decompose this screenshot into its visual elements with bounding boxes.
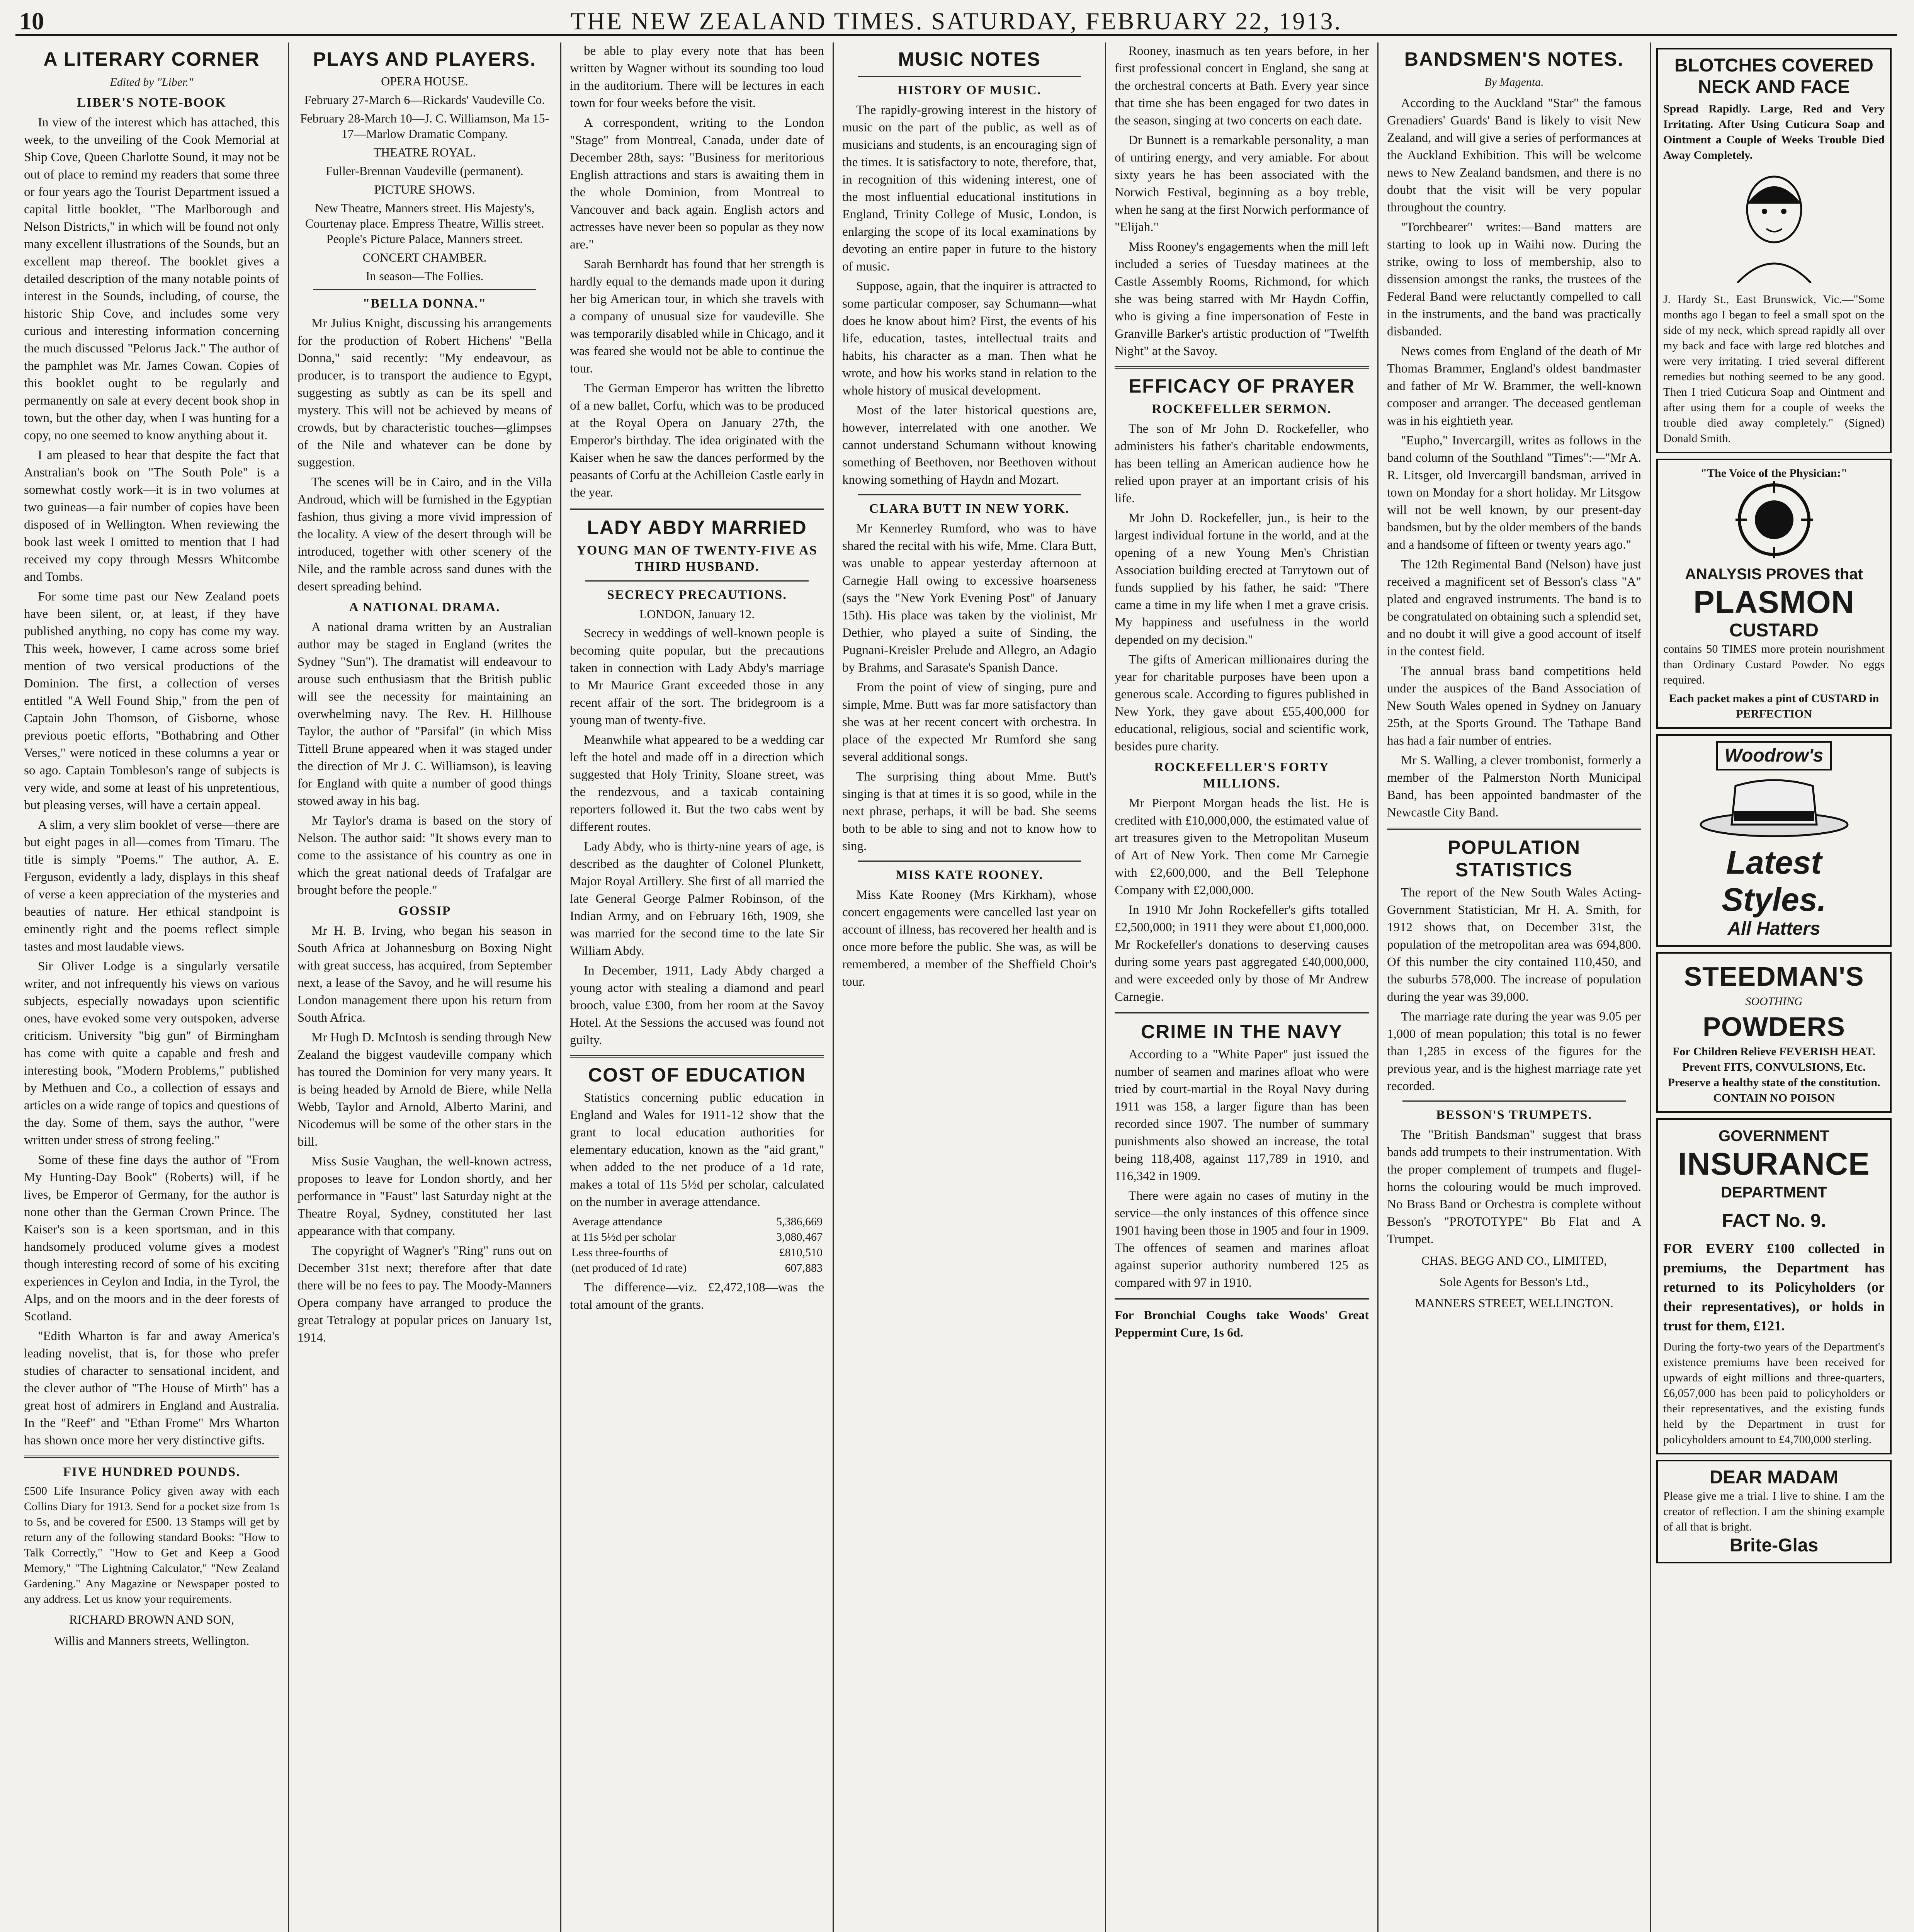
article-paragraph: The German Emperor has written the libretto of a new ballet, Corfu, which was to be produced at the Royal Opera on January 27th, the Emperor's birthday. The idea originated with the Kaiser when he saw the dances performed by the peasants of Corfu at the Achilleion Castle early in the year. (570, 381, 824, 500)
article-paragraph: From the point of view of singing, pure and simple, Mme. Butt was far more satisfactory than she was at her recent concert with orchestra. In place of the expected Mr Rumford she sang several additional songs. (842, 680, 1096, 764)
article-paragraph: In December, 1911, Lady Abdy charged a young actor with stealing a diamond and pearl brooch, value £300, from her room at the Savoy Hotel. At the Sessions the accused was found not guilty. (570, 964, 824, 1047)
table-cell: at 11s 5½d per scholar (571, 1231, 676, 1243)
article-paragraph: Dr Bunnett is a remarkable personality, a man of untiring energy, and very amiable. For about sixty years he has been associated with the Norwich Festival, beginning as a boy treble, when he sang at the first Norwich performance of "Elijah." (1115, 133, 1369, 234)
woodrows-line1: Latest (1726, 844, 1822, 881)
hat-icon (1697, 774, 1851, 840)
divider (858, 861, 1081, 862)
plasmon-footer: Each packet makes a pint of CUSTARD in PERFECTION (1669, 692, 1879, 720)
ad-title: FIVE HUNDRED POUNDS. (63, 1465, 240, 1479)
clara-butt-subheading: CLARA BUTT IN NEW YORK. (869, 502, 1070, 516)
history-of-music-subheading: HISTORY OF MUSIC. (897, 83, 1042, 97)
article-paragraph: The marriage rate during the year was 9.05 per 1,000 of mean population; this total is no fewer than 1,285 in excess of the figures for the previous year, and is the highest marriage rate yet recorded. (1387, 1010, 1641, 1093)
national-drama-subheading: A NATIONAL DRAMA. (349, 600, 500, 614)
article-paragraph: Most of the later historical questions are, however, interrelated with one another. We cannot understand Schumann without knowing something of Beethoven, nor Beethoven without knowing something of Haydn and Mozart. (842, 403, 1096, 487)
table-row (570, 1260, 824, 1276)
five-hundred-pounds-ad (24, 1464, 279, 1650)
article-paragraph: A correspondent, writing to the London "Stage" from Montreal, Canada, under date of December 28th, says: "Business for meritorious English attractions and stars is awaiting them in the whole Dominion, from Montreal to Vancouver and back again. English actors and actresses have never been so popular as they now are." (570, 116, 824, 252)
literary-byline: Edited by "Liber." (110, 76, 194, 88)
article-paragraph: Mr Hugh D. McIntosh is sending through New Zealand the biggest vaudeville company which has toured the Dominion for very many years. It is being headed by Arnold de Biere, while Nella Webb, Taylor and Arnold, Alberto Marini, and Nicodemus will be some of the other stars in the bill. (297, 1031, 552, 1149)
steedmans-ad (1656, 952, 1892, 1113)
music-notes-heading: MUSIC NOTES (898, 48, 1041, 70)
government-insurance-ad (1656, 1118, 1892, 1454)
divider (313, 289, 536, 290)
article-paragraph: Secrecy in weddings of well-known people is becoming quite popular, but the precautions taken in connection with Lady Abdy's marriage to Mr Maurice Grant exceeded those in any recent affair of the sort. The bridegroom is a young man of twenty-five. (570, 626, 824, 727)
column-lady-abdy (560, 43, 833, 1932)
masthead (15, 7, 1897, 36)
divider (1387, 828, 1641, 830)
column-efficacy-of-prayer (1105, 43, 1377, 1932)
woodrows-line2: Styles. (1722, 881, 1826, 918)
article-paragraph: Sarah Bernhardt has found that her strength is hardly equal to the demands made upon it during her big American tour, in which she travels with a company of unusual size for vaudeville. She was temporarily disabled while in Chicago, and it was feared she would not be able to continue the tour. (570, 257, 824, 376)
column-bandsmens-notes (1377, 43, 1650, 1932)
table-row (570, 1245, 824, 1260)
article-paragraph: Rooney, inasmuch as ten years before, in her first professional concert in England, she sang at the orchestral concerts at Bath. Every year since that time she has been engaged for two dates in the season, singing at two concerts on each date. (1115, 44, 1369, 128)
plasmon-line2: ANALYSIS PROVES that (1685, 566, 1863, 583)
article-paragraph: "Edith Wharton is far and away America's leading novelist, that is, for those who prefer studies of character to sensational incident, and the clever author of "The House of Mirth" has a great host of admirers in England and Australia. In the "Reef" and "Ethan Frome" Mrs Wharton has shown once more her very distinctive gifts. (24, 1329, 279, 1447)
insurance-line1: GOVERNMENT (1719, 1128, 1829, 1145)
article-paragraph: The gifts of American millionaires during the year for charitable purposes have been upon a generous scale. According to figures published in New York, they gave about £55,400,000 for educational, religious, social and scientific work, besides pure charity. (1115, 653, 1369, 753)
cuticura-title: BLOTCHES COVERED NECK AND FACE (1674, 55, 1873, 97)
steedmans-body: For Children Relieve FEVERISH HEAT. Prevent FITS, CONVULSIONS, Etc. Preserve a healthy state of the constitution. (1668, 1045, 1880, 1089)
article-paragraph: For some time past our New Zealand poets have been silent, or, at least, if they have published anything, no copy has come my way. This week, however, I came across some brief mention of two versical productions of the Dominion. The first, a collection of verses entitled "A Well Found Ship," from the pen of Captain John Thomson, of Gisborne, whose previous poetic efforts, "Bothabring and Other Verses," were noticed in these columns a year or so ago. Captain Tombleson's range of subjects is very wide, and some at least of his unpretentious, but pleasing verses, will have a certain appeal. (24, 590, 279, 812)
listing: Fuller-Brennan Vaudeville (permanent). (326, 164, 524, 178)
article-paragraph: Mr Pierpont Morgan heads the list. He is credited with £10,000,000, the estimated value of art treasures given to the Metropolitan Museum of Art of New York. Then come Mr Carnegie with £2,600,000, and the Bell Telephone Company with £2,000,000. (1115, 796, 1369, 897)
article-paragraph: Mr John D. Rockefeller, jun., is heir to the largest individual fortune in the world, and at the opening of a new Young Men's Christian Association building erected at Tarrytown out of funds supplied by his father, he said: "There came a time in my life when I met a grave crisis. My happiness and usefulness in the world depended on my decision." (1115, 511, 1369, 647)
ad-address: Willis and Manners streets, Wellington. (54, 1634, 250, 1648)
article-paragraph: The difference—viz. £2,472,108—was the total amount of the grants. (570, 1281, 824, 1312)
table-cell: £810,510 (779, 1246, 823, 1259)
plasmon-title: PLASMON (1693, 585, 1855, 620)
cuticura-tagline: Spread Rapidly. Large, Red and Very Irritating. After Using Cuticura Soap and Ointment a Couple of Weeks Trouble Died Away Completely. (1663, 102, 1885, 162)
woodrows-brand: Woodrow's (1716, 741, 1832, 770)
secrecy-subheading: SECRECY PRECAUTIONS. (607, 588, 787, 602)
table-cell: (net produced of 1d rate) (571, 1262, 687, 1274)
article-paragraph: According to a "White Paper" just issued the number of seamen and marines afloat who were tried by court-martial in the Royal Navy during 1911 was 158, a larger figure than has been recorded since 1907. The number of summary punishments also showed an increase, the total being 118,408, against 117,789 in 1910, and 116,342 in 1909. (1115, 1048, 1369, 1183)
article-paragraph: Miss Susie Vaughan, the well-known actress, proposes to leave for London shortly, and her performance in "Faust" last Saturday night at the Theatre Royal, Sydney, constituted her last appearance with that company. (297, 1155, 552, 1238)
listing: New Theatre, Manners street. His Majesty's, Courtenay place. Empress Theatre, Willis street. People's Picture Palace, Manners street. (305, 201, 544, 246)
table-row (570, 1214, 824, 1230)
insurance-line2: DEPARTMENT (1721, 1184, 1827, 1201)
plasmon-emblem (1736, 481, 1813, 558)
bandsmens-notes-heading: BANDSMEN'S NOTES. (1404, 48, 1624, 70)
listing: February 28-March 10—J. C. Williamson, Ma 15-17—Marlow Dramatic Company. (300, 111, 549, 141)
insurance-fact: FACT No. 9. (1722, 1211, 1826, 1231)
divider (1115, 366, 1369, 369)
advertiser-address: MANNERS STREET, WELLINGTON. (1415, 1296, 1613, 1310)
article-paragraph: be able to play every note that has been written by Wagner without its sounding too loud in the auditorium. There will be lectures in each town for four weeks before the visit. (570, 44, 824, 110)
population-statistics-heading: POPULATION STATISTICS (1447, 837, 1581, 881)
article-paragraph: I am pleased to hear that despite the fact that Anstralian's book on "The South Pole" is a somewhat costly work—it is in two volumes at two guineas—a fair number of copies have been disposed of in Wellington. When reviewing the book last week I omitted to mention that I had received my copy through Messrs Whitcombe and Tombs. (24, 448, 279, 584)
article-paragraph: Sir Oliver Lodge is a singularly versatile writer, and not infrequently his views on various subjects, especially nowadays upon scientific ones, have evoked some very outspoken, adverse criticism. University "big gun" of Birmingham has come with quite a capable and fresh and interesting book, "Modern Problems," published by Methuen and Co., a collection of essays and articles on a wide range of topics and questions of the day. Some of them, says the author, "were written under stress of strong feeling." (24, 959, 279, 1147)
article-paragraph: The rapidly-growing interest in the history of music on the part of the public, as well as of musicians and students, is an encouraging sign of the times. It is satisfactory to note, therefore, that, in recognition of this widening interest, one of the most influential educational institutions in England, Trinity College of Music, London, is enlarging the scope of its local examinations by devoting an entire paper in future to the history of music. (842, 103, 1096, 274)
article-paragraph: News comes from England of the death of Mr Thomas Brammer, England's oldest bandmaster and father of Mr W. Brammer, the well-known composer and arranger. The deceased gentleman was in his eightieth year. (1387, 344, 1641, 428)
article-paragraph: Mr Julius Knight, discussing his arrangements for the production of Robert Hichens' "Bella Donna," said recently: "My endeavour, as producer, is to transport the audience to Egypt, suggesting as subtly as can be its spell and mystery. This will not be achieved by means of crowds, but by characteristic touches—glimpses of the Nile and whatever can be done by suggestion. (297, 316, 552, 469)
brite-glas-brand: Brite-Glas (1729, 1535, 1819, 1556)
peppermint-cure-ad: For Bronchial Coughs take Woods' Great Peppermint Cure, 1s 6d. (1115, 1308, 1369, 1339)
lady-abdy-heading: LADY ABDY MARRIED (587, 517, 807, 538)
table-cell: Average attendance (571, 1215, 663, 1228)
portrait-illustration (1726, 167, 1822, 283)
woodrows-line3: All Hatters (1727, 918, 1821, 939)
article-paragraph: Lady Abdy, who is thirty-nine years of age, is described as the daughter of Colonel Plunkett, Major Royal Artillery. She first of all married the late General George Palmer Robinson, of the Indian Army, and on February 16th, 1909, she was married for the second time to the late Sir William Abdy. (570, 840, 824, 958)
article-paragraph: The 12th Regimental Band (Nelson) have just received a magnificent set of Besson's class "A" plated and engraved instruments. The band is to be congratulated on obtaining such a splendid set, and no doubt it will give a good account of itself in the contest field. (1387, 558, 1642, 658)
bandsmens-byline: By Magenta. (1484, 76, 1544, 88)
advertiser-name: CHAS. BEGG AND CO., LIMITED, (1421, 1253, 1607, 1267)
dateline: LONDON, January 12. (639, 607, 755, 621)
article-paragraph: Some of these fine days the author of "From My Hunting-Day Book" (Roberts) will, if he lives, be Emperor of Germany, for the author is none other than the German Crown Prince. The Kaiser's son is a keen sportsman, and in this handsomely produced volume gives a modest though interesting record of some of his exciting experiences in Ceylon and India, in the Tyrol, the Alps, and on the moors and in the deer forests of Scotland. (24, 1153, 279, 1323)
table-cell: 5,386,669 (776, 1215, 823, 1228)
article-paragraph: Mr Taylor's drama is based on the story of Nelson. The author said: "It shows every man to come to the assistance of his country as one in which the great national deeds of Trafalgar are brought before the people." (297, 814, 552, 897)
steedmans-sub: SOOTHING (1745, 995, 1803, 1008)
plasmon-ad (1656, 459, 1892, 729)
steedmans-title: STEEDMAN'S (1684, 961, 1864, 992)
plasmon-body: contains 50 TIMES more protein nourishment than Ordinary Custard Powder. No eggs required. (1663, 643, 1885, 686)
brite-glas-ad (1656, 1460, 1892, 1563)
column-music-notes (833, 43, 1105, 1932)
brite-glas-title: DEAR MADAM (1709, 1467, 1839, 1488)
article-paragraph: The "British Bandsman" suggest that brass bands add trumpets to their instrumentation. With the proper complement of trumpets and flugel-horns the colouring would be much improved. No Brass Band or Orchestra is complete without Besson's "PROTOTYPE" Bb Flat and A Trumpet. (1387, 1128, 1641, 1246)
rockefeller-sermon-subheading: ROCKEFELLER SERMON. (1152, 402, 1332, 416)
brite-glas-body: Please give me a trial. I live to shine. I am the creator of reflection. I am the shining example of all that is bright. (1663, 1490, 1885, 1533)
article-paragraph: A slim, a very slim booklet of verse—there are but eight pages in all—comes from Timaru. The title is simply "Poems." The author, A. E. Ferguson, evidently a lady, displays in this sheaf of verse a keen appreciation of the mysteries and beauties of nature. Her ethical standpoint is eminently right and the poems reflect simple tastes and most laudable views. (24, 818, 279, 954)
listing: CONCERT CHAMBER. (362, 250, 487, 264)
listing: OPERA HOUSE. (381, 74, 468, 88)
divider (1115, 1298, 1369, 1300)
listing: THEATRE ROYAL. (373, 145, 476, 159)
note-book-subheading: LIBER'S NOTE-BOOK (77, 95, 226, 110)
cuticura-ad (1656, 48, 1892, 453)
ad-body: £500 Life Insurance Policy given away with each Collins Diary for 1913. Send for a pocket size from 1s to 5s, and be covered for £500. 13 Stamps will get by return any of the following standard Books: "How to Talk Correctly," "How to Get and Keep a Good Memory," "The Lightning Calculator," "New Zealand Gardening." Any Magazine or Newspaper posted to any address. Let us know your requirements. (24, 1485, 279, 1605)
listing: PICTURE SHOWS. (374, 182, 475, 196)
article-paragraph: Miss Kate Rooney (Mrs Kirkham), whose concert engagements were cancelled last year on account of illness, has recovered her health and is once more before the public. She was, as will be remembered, a member of the Sheffield Choir's tour. (842, 888, 1096, 989)
article-paragraph: "Eupho," Invercargill, writes as follows in the band column of the Southland "Times":—"Mr A. R. Litsger, old Invercargill bandsman, arrived in town on Monday for a short holiday. Mr Litsgow will not be well known, by our present-day bandsmen, but by the older members of the bands and a handsome of fifteen or twenty years ago." (1387, 434, 1641, 552)
gossip-subheading: GOSSIP (398, 904, 451, 918)
divider (570, 1055, 824, 1058)
table-cell: 3,080,467 (776, 1231, 823, 1243)
insurance-title: INSURANCE (1678, 1146, 1870, 1182)
divider (585, 580, 809, 582)
plasmon-line1: "The Voice of the Physician:" (1700, 467, 1848, 480)
efficacy-heading: EFFICACY OF PRAYER (1128, 375, 1355, 397)
divider (1402, 1100, 1626, 1102)
article-paragraph: Meanwhile what appeared to be a wedding car left the hotel and made off in a direction which suggested that Holy Trinity, Sloane street, was the rendezvous, and a taxicab containing reporters followed it. But the two cabs went by different routes. (570, 733, 824, 834)
article-paragraph: Mr S. Walling, a clever trombonist, formerly a member of the Palmerston North Municipal Band, has been appointed bandmaster of the Newcastle City Band. (1387, 753, 1641, 820)
table-row (570, 1230, 824, 1245)
literary-corner-heading: A LITERARY CORNER (43, 48, 260, 70)
table-cell: Less three-fourths of (571, 1246, 668, 1259)
article-paragraph: In view of the interest which has attached, this week, to the unveiling of the Cook Memorial at Ship Cove, Queen Charlotte Sound, it may not be out of place to remind my readers that some three or four years ago the Tourist Department issued a capital little booklet, "The Marlborough and Nelson Districts," in which will be found not only many excellent illustrations of the Sounds, but an excellent map thereof. The booklet gives a detailed description of the many notable points of interest in the Sounds, including, of course, the historic Ship Cove, and includes some very curious and interesting information concerning the much discussed "Pelorus Jack." The author of the pamphlet was Mr. James Cowan. Copies of this booklet ought to be regularly and permanently on sale at every decent book shop in town, but the other day, when I was hunting for a copy, no one seemed to know anything about it. (24, 116, 279, 442)
bella-donna-subheading: "BELLA DONNA." (362, 296, 487, 311)
education-table (570, 1214, 824, 1276)
column-advertisements (1650, 43, 1897, 1932)
steedmans-footer: CONTAIN NO POISON (1713, 1092, 1835, 1104)
article-paragraph: There were again no cases of mutiny in the service—the only instances of this offence since 1901 having been those in 1905 and four in 1909. The offences of seamen and marines afloat against superior authority numbered 125 as compared with 97 in 1910. (1115, 1189, 1369, 1290)
cost-of-education-heading: COST OF EDUCATION (588, 1064, 806, 1086)
ad-signature: RICHARD BROWN AND SON, (69, 1612, 234, 1626)
newspaper-title: THE NEW ZEALAND TIMES. SATURDAY, FEBRUARY 22, 1913. (570, 7, 1342, 35)
article-paragraph: According to the Auckland "Star" the famous Grenadiers' Guards' Band is likely to visit New Zealand, and will give a series of performances at the Auckland Exhibition. This will be welcome news to New Zealand bandsmen, and there is no doubt that the visit will be very popular throughout the country. (1387, 96, 1641, 214)
advertiser-role: Sole Agents for Besson's Ltd., (1439, 1275, 1589, 1289)
article-paragraph: Miss Rooney's engagements when the mill left included a series of Tuesday matinees at the Castle Assembly Rooms, Richmond, for which she was being starred with Mr Haydn Coffin, who is giving a fine impersonation of Feste in Granville Barker's artistic production of "Twelfth Night" at the Savoy. (1115, 240, 1369, 358)
article-paragraph: Suppose, again, that the inquirer is attracted to some particular composer, say Schumann—what does he know about him? First, the events of his life, education, tastes, intellectual traits and habits, his character as a man. Then what he wrote, and how his works stand in relation to the whole history of musical development. (842, 279, 1096, 398)
cuticura-body: J. Hardy St., East Brunswick, Vic.—"Some months ago I began to feel a small spot on the side of my neck, which spread rapidly all over my back and face with large red blotches and were very irritating. I tried several different remedies but nothing seemed to be any good. Then I tried Cuticura Soap and Ointment and after using them for a couple of weeks the trouble died away completely." (Signed) Donald Smith. (1663, 293, 1885, 445)
kate-rooney-subheading: MISS KATE ROONEY. (895, 868, 1044, 882)
article-paragraph: The scenes will be in Cairo, and in the Villa Androud, which will be furnished in the Egyptian fashion, thus giving a more vivid impression of the locality. A view of the desert through will be introduced, together with other scenery of the Nile, and the ramble across sand dunes with the desert spreading behind. (297, 475, 552, 594)
insurance-body: FOR EVERY £100 collected in premiums, the Department has returned to its Policyholders (or their representatives), or holds in trust for them, £121. (1663, 1241, 1885, 1333)
column-plays-and-players (288, 43, 560, 1932)
divider (858, 494, 1081, 495)
article-paragraph: In 1910 Mr John Rockefeller's gifts totalled £2,500,000; in 1911 they were about £1,000,000. Mr Rockefeller's donations to deserving causes during some years past aggregated £40,000,000, and were exceeded only by those of Mr Andrew Carnegie. (1115, 903, 1369, 1004)
column-literary-corner (15, 43, 288, 1932)
insurance-body2: During the forty-two years of the Department's existence premiums have been received for upwards of eight millions and three-quarters, £6,057,000 has been paid to policyholders or their representatives, and the existing funds held by the Department in trust for policyholders amount to £4,700,000 sterling. (1663, 1340, 1885, 1446)
page-number: 10 (19, 7, 44, 35)
article-paragraph: The surprising thing about Mme. Butt's singing is that at times it is so good, while in the next phrase, perhaps, it will be bad. She seems both to be able to sing and not to know how to sing. (842, 770, 1096, 853)
forty-millions-subheading: ROCKEFELLER'S FORTY MILLIONS. (1154, 760, 1329, 791)
table-cell: 607,883 (785, 1262, 823, 1274)
divider (858, 76, 1081, 77)
article-paragraph: A national drama written by an Australian author may be staged in England (writes the Sydney "Sun"). The dramatist will endeavour to arouse such enthusiasm that the British public will see the necessity for maintaining an overwhelming navy. The Rev. H. Hillhouse Taylor, the author of "Parsifal" (in which Miss Tittell Brune appeared when it was staged under the direction of Mr J. C. Williamson), is leaving for England with quite a number of good things stowed away in his bag. (297, 620, 552, 808)
listing: February 27-March 6—Rickards' Vaudeville Co. (304, 93, 545, 107)
article-paragraph: "Torchbearer" writes:—Band matters are starting to look up in Waihi now. During the strike, owing to loss of membership, also to dissension amongst the ranks, the trustees of the Federal Band were reluctantly compelled to call in the instruments, and the band was practically disbanded. (1387, 220, 1641, 338)
divider (24, 1456, 279, 1458)
woodrows-ad (1656, 734, 1892, 947)
article-paragraph: The report of the New South Wales Acting-Government Statistician, Mr H. A. Smith, for 1912 shows that, on December 31st, the population of the metropolitan area was 694,800. Of this number the city contained 110,450, and the suburbs 578,000. The increase of population during the year was 39,000. (1387, 886, 1641, 1004)
steedmans-title2: POWDERS (1703, 1012, 1845, 1042)
lady-abdy-subheading: YOUNG MAN OF TWENTY-FIVE AS THIRD HUSBAND. (576, 543, 818, 574)
plasmon-title2: CUSTARD (1729, 620, 1819, 641)
crime-in-navy-heading: CRIME IN THE NAVY (1141, 1021, 1343, 1043)
divider (570, 508, 824, 510)
article-paragraph: Mr Kennerley Rumford, who was to have shared the recital with his wife, Mme. Clara Butt, was unable to appear yesterday afternoon at Carnegie Hall owing to excessive hoarseness (says the "New York Evening Post" of January 15th). His place was taken by the violinist, Mr Dethier, who played a suite of Sinding, the Pugnani-Kreisler Prelude and Allegro, an Adagio by Brahms, and Sarasate's Spanish Dance. (842, 522, 1096, 675)
article-paragraph: Statistics concerning public education in England and Wales for 1911-12 show that the grant to local education authorities for elementary education, known as the "aid grant," when added to the net produce of a 1d rate, makes a total of 11s 5½d per scholar, calculated on the number in average attendance. (570, 1091, 824, 1209)
article-paragraph: Mr H. B. Irving, who began his season in South Africa at Johannesburg on Boxing Night with great success, has acquired, from September next, a lease of the Savoy, and he will resume his London management there upon his return from South Africa. (297, 924, 552, 1025)
plays-heading: PLAYS AND PLAYERS. (313, 48, 536, 70)
article-paragraph: The son of Mr John D. Rockefeller, who administers his father's charitable endowments, has been telling an American audience how he relied upon prayer at an important crisis of his life. (1115, 422, 1369, 505)
listing: In season—The Follies. (365, 269, 484, 283)
article-paragraph: The annual brass band competitions held under the auspices of the Band Association of New South Wales opened in Sydney on January 25th, at the Sports Ground. The Tathape Band has had a fair number of entries. (1387, 664, 1641, 748)
divider (1115, 1012, 1369, 1014)
article-paragraph: The copyright of Wagner's "Ring" runs out on December 31st next; therefore after that date there will be no fees to pay. The Moody-Manners Opera company have arranged to produce the great Tetralogy at popular prices on January 1st, 1914. (297, 1244, 552, 1345)
bessons-trumpets-subheading: BESSON'S TRUMPETS. (1436, 1108, 1592, 1122)
